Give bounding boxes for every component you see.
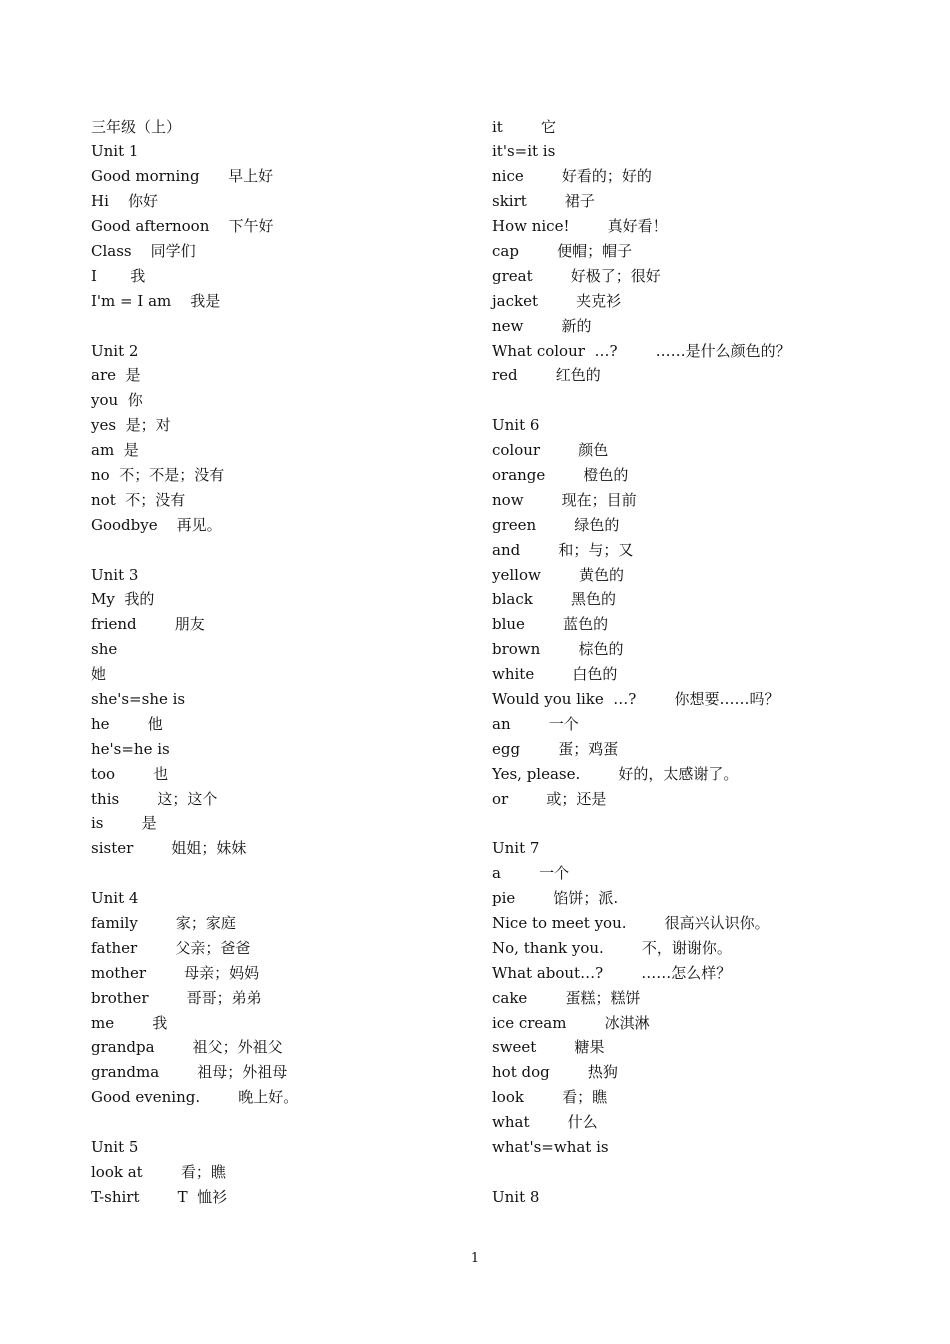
left-line: look at 看；瞧 <box>91 1162 226 1181</box>
left-line: no 不；不是；没有 <box>91 465 225 484</box>
right-line: ice cream 冰淇淋 <box>492 1013 650 1032</box>
left-line: 她 <box>91 665 107 684</box>
right-line: what's=what is <box>492 1138 609 1157</box>
left-unit-heading: Unit 3 <box>91 565 139 584</box>
right-line: it's=it is <box>492 142 556 161</box>
right-column <box>492 115 872 1210</box>
left-line: me 我 <box>91 1013 168 1032</box>
right-line: sweet 糖果 <box>492 1038 605 1057</box>
left-line: Goodbye 再见。 <box>91 515 222 534</box>
right-blank-line <box>492 388 872 413</box>
left-line: is 是 <box>91 814 157 833</box>
left-blank-line <box>91 538 471 563</box>
right-blank-line <box>492 1160 872 1185</box>
right-blank-line <box>492 811 872 836</box>
left-unit-heading: Unit 1 <box>91 142 139 161</box>
left-line: mother 母亲；妈妈 <box>91 963 260 982</box>
left-blank-line <box>91 314 471 339</box>
right-line: orange 橙色的 <box>492 465 629 484</box>
right-line: yellow 黄色的 <box>492 565 624 584</box>
right-line: look 看；瞧 <box>492 1088 608 1107</box>
right-line: now 现在；目前 <box>492 490 637 509</box>
right-line: colour 颜色 <box>492 441 609 460</box>
right-unit-heading: Unit 6 <box>492 416 540 435</box>
left-line: Class 同学们 <box>91 241 196 260</box>
right-line: red 红色的 <box>492 366 601 385</box>
left-line: brother 哥哥；弟弟 <box>91 988 262 1007</box>
left-line: Hi 你好 <box>91 192 158 211</box>
left-line: sister 姐姐；妹妹 <box>91 839 247 858</box>
right-line: great 好极了；很好 <box>492 266 661 285</box>
right-line: cake 蛋糕；糕饼 <box>492 988 641 1007</box>
right-line: blue 蓝色的 <box>492 615 609 634</box>
right-line: brown 棕色的 <box>492 640 624 659</box>
right-line: No, thank you. 不，谢谢你。 <box>492 938 732 957</box>
right-line: What colour …? ……是什么颜色的？ <box>492 341 791 360</box>
right-line: skirt 裙子 <box>492 192 595 211</box>
right-line: jacket 夹克衫 <box>492 291 622 310</box>
right-line: How nice! 真好看！ <box>492 217 668 236</box>
right-line: green 绿色的 <box>492 515 620 534</box>
left-line: father 父亲；爸爸 <box>91 938 251 957</box>
left-line: Good morning 早上好 <box>91 167 274 186</box>
left-blank-line <box>91 1110 471 1135</box>
left-line: I'm = I am 我是 <box>91 291 221 310</box>
left-line: Good afternoon 下午好 <box>91 217 274 236</box>
left-line: T-shirt T 恤衫 <box>91 1187 228 1206</box>
left-column <box>91 115 471 1210</box>
left-blank-line <box>91 861 471 886</box>
right-line: a 一个 <box>492 864 570 883</box>
right-line: white 白色的 <box>492 665 618 684</box>
page-number: 1 <box>470 1251 480 1266</box>
left-line: grandma 祖母；外祖母 <box>91 1063 288 1082</box>
left-unit-heading: Unit 2 <box>91 341 139 360</box>
right-line: Would you like …? 你想要……吗？ <box>492 689 780 708</box>
right-unit-heading: Unit 8 <box>492 1187 540 1206</box>
right-line: cap 便帽；帽子 <box>492 241 633 260</box>
left-line: My 我的 <box>91 590 155 609</box>
left-line: grandpa 祖父；外祖父 <box>91 1038 283 1057</box>
left-unit-heading: Unit 4 <box>91 889 139 908</box>
right-line: black 黑色的 <box>492 590 616 609</box>
left-line: he's=he is <box>91 739 170 758</box>
right-line: hot dog 热狗 <box>492 1063 618 1082</box>
right-line: What about…? ……怎么样？ <box>492 963 732 982</box>
right-line: new 新的 <box>492 316 592 335</box>
left-line: family 家；家庭 <box>91 914 236 932</box>
left-line: are 是 <box>91 366 141 385</box>
left-line: she's=she is <box>91 689 186 708</box>
left-line: not 不；没有 <box>91 490 186 509</box>
left-line: she <box>91 640 118 659</box>
right-line: and 和；与；又 <box>492 540 634 559</box>
right-line: Yes, please. 好的，太感谢了。 <box>492 764 739 783</box>
right-line: pie 馅饼；派. <box>492 889 619 908</box>
left-line: too 也 <box>91 764 169 783</box>
right-line: an 一个 <box>492 714 579 733</box>
left-line: yes 是；对 <box>91 416 171 435</box>
right-unit-heading: Unit 7 <box>492 839 540 858</box>
left-line: Good evening. 晚上好。 <box>91 1088 299 1107</box>
right-line: or 或；还是 <box>492 789 607 808</box>
left-line: I 我 <box>91 266 146 285</box>
left-line: this 这；这个 <box>91 789 218 808</box>
right-line: Nice to meet you. 很高兴认识你。 <box>492 914 770 932</box>
right-line: it 它 <box>492 117 556 136</box>
left-line: friend 朋友 <box>91 615 205 634</box>
left-line: he 他 <box>91 714 163 733</box>
left-unit-heading: Unit 5 <box>91 1138 139 1157</box>
right-line: what 什么 <box>492 1113 598 1132</box>
right-line: nice 好看的；好的 <box>492 167 652 186</box>
grade-title: 三年级（上） <box>91 117 182 136</box>
left-line: am 是 <box>91 441 139 460</box>
left-line: you 你 <box>91 391 143 410</box>
right-line: egg 蛋；鸡蛋 <box>492 739 619 758</box>
